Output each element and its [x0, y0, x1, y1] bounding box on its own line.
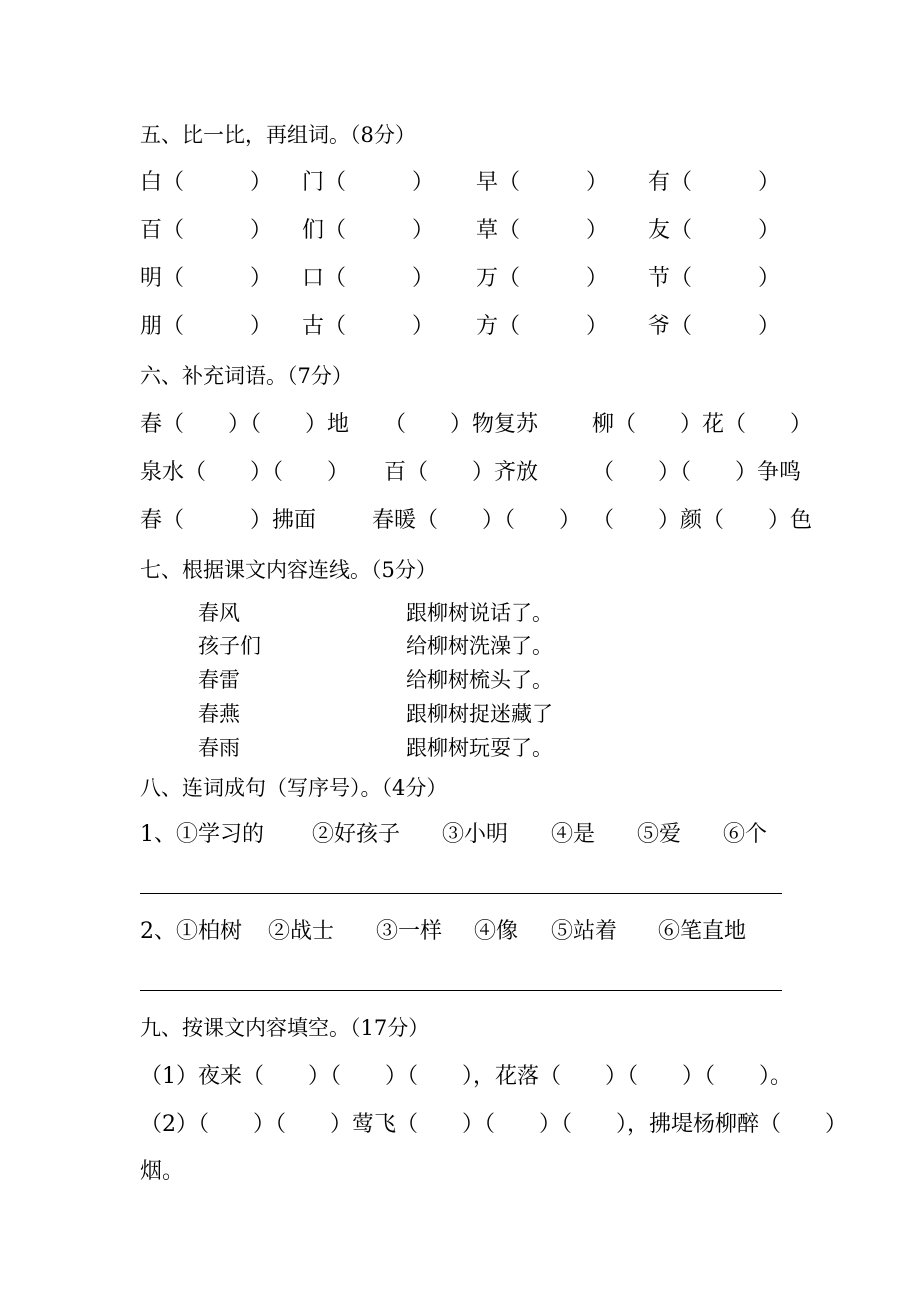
word-item: 早（ ）	[476, 170, 609, 195]
section-9-title: 九、按课文内容填空。（17分）	[140, 1016, 430, 1040]
match-left-item: 春雨	[198, 736, 240, 760]
idiom-item: 春（ ）拂面	[140, 508, 317, 533]
sentence-1-word: ②好孩子	[312, 822, 401, 847]
match-left-item: 春燕	[198, 702, 240, 726]
section-8-title: 八、连词成句（写序号）。（4分）	[140, 776, 448, 800]
word-item: 朋（ ）	[140, 314, 273, 339]
sentence-2-word: ②战士	[268, 919, 335, 944]
word-item: 友（ ）	[648, 218, 781, 243]
match-right-item: 跟柳树玩耍了。	[406, 736, 553, 760]
poem-fill-line-2: （2）（ ）（ ）莺飞（ ）（ ）（ ），拂堤杨柳醉（ ）	[140, 1112, 847, 1137]
section-5-title: 五、比一比，再组词。（8分）	[140, 123, 416, 147]
match-right-item: 跟柳树捉迷藏了	[406, 702, 553, 726]
poem-fill-line-1: （1）夜来（ ）（ ）（ ），花落（ ）（ ）（ ）。	[140, 1064, 792, 1089]
idiom-item: 春（ ）（ ）地	[140, 412, 350, 437]
section-6-title: 六、补充词语。（7分）	[140, 364, 353, 388]
word-item: 有（ ）	[648, 170, 781, 195]
word-item: 百（ ）	[140, 218, 273, 243]
word-item: 爷（ ）	[648, 314, 781, 339]
word-item: 门（ ）	[302, 170, 435, 195]
answer-line-2[interactable]	[140, 990, 782, 991]
match-left-item: 春风	[198, 601, 240, 625]
match-right-item: 跟柳树说话了。	[406, 601, 553, 625]
idiom-item: （ ）物复苏	[384, 412, 539, 437]
idiom-item: （ ）颜（ ）色	[592, 508, 813, 533]
match-left-item: 孩子们	[198, 634, 261, 658]
word-item: 白（ ）	[140, 170, 273, 195]
idiom-item: 泉水（ ）（ ）	[140, 460, 350, 485]
sentence-1-word: ③小明	[442, 822, 509, 847]
sentence-2-word: ④像	[474, 919, 519, 944]
idiom-item: （ ）（ ）争鸣	[592, 460, 802, 485]
poem-fill-line-3: 烟。	[140, 1159, 185, 1184]
word-item: 方（ ）	[476, 314, 609, 339]
match-right-item: 给柳树洗澡了。	[406, 634, 553, 658]
answer-line-1[interactable]	[140, 893, 782, 894]
idiom-item: 百（ ）齐放	[384, 460, 539, 485]
sentence-2-word: ⑤站着	[551, 919, 618, 944]
sentence-2-word: 2、①柏树	[140, 919, 242, 944]
word-item: 口（ ）	[302, 266, 435, 291]
sentence-1-word: 1、①学习的	[140, 822, 264, 847]
match-right-item: 给柳树梳头了。	[406, 668, 553, 692]
sentence-2-word: ③一样	[376, 919, 443, 944]
section-7-title: 七、根据课文内容连线。（5分）	[140, 558, 437, 582]
word-item: 古（ ）	[302, 314, 435, 339]
word-item: 万（ ）	[476, 266, 609, 291]
sentence-2-word: ⑥笔直地	[658, 919, 747, 944]
sentence-1-word: ⑤爱	[637, 822, 682, 847]
word-item: 们（ ）	[302, 218, 435, 243]
word-item: 明（ ）	[140, 266, 273, 291]
word-item: 草（ ）	[476, 218, 609, 243]
word-item: 节（ ）	[648, 266, 781, 291]
idiom-item: 春暖（ ）（ ）	[372, 508, 582, 533]
match-left-item: 春雷	[198, 668, 240, 692]
sentence-1-word: ④是	[551, 822, 596, 847]
idiom-item: 柳（ ）花（ ）	[592, 412, 813, 437]
sentence-1-word: ⑥个	[723, 822, 768, 847]
